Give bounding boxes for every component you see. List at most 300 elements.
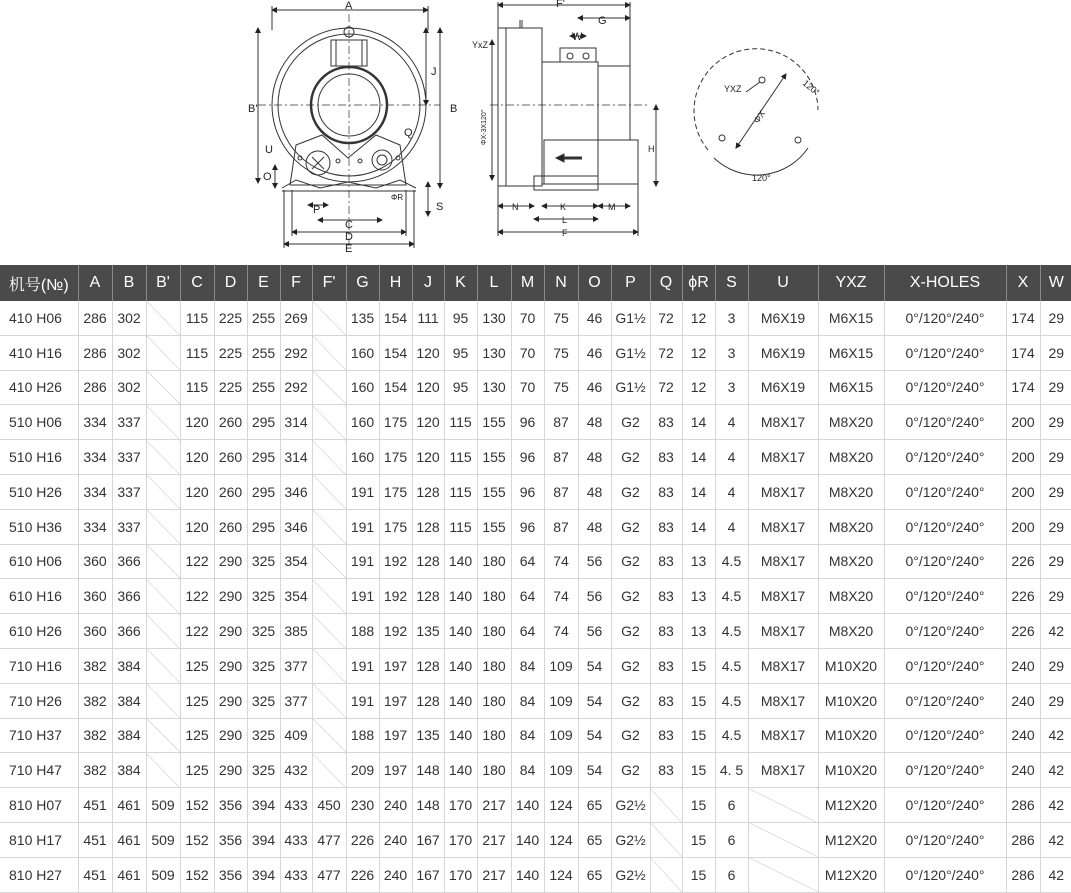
table-cell: 155 bbox=[477, 405, 511, 440]
table-cell: 3 bbox=[715, 301, 748, 335]
table-cell: 152 bbox=[180, 788, 214, 823]
table-cell: 4.5 bbox=[715, 683, 748, 718]
table-cell: 48 bbox=[578, 405, 611, 440]
table-cell: M10X20 bbox=[818, 648, 884, 683]
table-cell bbox=[650, 822, 682, 857]
table-cell: 377 bbox=[280, 648, 312, 683]
table-cell: 124 bbox=[544, 857, 578, 892]
table-cell: 188 bbox=[346, 614, 379, 649]
table-cell: 360 bbox=[78, 614, 112, 649]
table-cell: 240 bbox=[379, 788, 412, 823]
table-cell: 334 bbox=[78, 440, 112, 475]
table-cell: 128 bbox=[412, 544, 444, 579]
table-cell: 286 bbox=[1006, 857, 1040, 892]
column-header: F bbox=[280, 265, 312, 301]
table-cell: 0°/120°/240° bbox=[884, 648, 1006, 683]
table-cell: 217 bbox=[477, 857, 511, 892]
table-cell: 286 bbox=[1006, 822, 1040, 857]
table-cell: 226 bbox=[346, 857, 379, 892]
table-cell: 115 bbox=[444, 440, 477, 475]
table-cell: 200 bbox=[1006, 474, 1040, 509]
column-header: X-HOLES bbox=[884, 265, 1006, 301]
label-Q: Q bbox=[404, 127, 413, 139]
table-cell: M10X20 bbox=[818, 683, 884, 718]
column-header: W bbox=[1040, 265, 1071, 301]
table-cell: 0°/120°/240° bbox=[884, 474, 1006, 509]
table-cell: 29 bbox=[1040, 648, 1071, 683]
table-cell: 29 bbox=[1040, 405, 1071, 440]
table-cell: 15 bbox=[682, 788, 715, 823]
table-cell: M8X17 bbox=[748, 474, 818, 509]
table-cell: M6X19 bbox=[748, 301, 818, 335]
table-cell bbox=[146, 579, 180, 614]
table-cell: 152 bbox=[180, 857, 214, 892]
table-cell: 290 bbox=[214, 683, 247, 718]
table-cell: 394 bbox=[247, 788, 280, 823]
table-cell: 125 bbox=[180, 718, 214, 753]
table-cell: 477 bbox=[312, 822, 346, 857]
table-cell: 115 bbox=[180, 335, 214, 370]
table-cell: 366 bbox=[112, 579, 146, 614]
table-cell: 42 bbox=[1040, 857, 1071, 892]
column-header: A bbox=[78, 265, 112, 301]
table-cell: 191 bbox=[346, 544, 379, 579]
label-F: F bbox=[562, 228, 568, 238]
table-cell: M6X19 bbox=[748, 370, 818, 405]
table-cell: 135 bbox=[412, 718, 444, 753]
table-cell: 29 bbox=[1040, 544, 1071, 579]
table-cell: 197 bbox=[379, 648, 412, 683]
label-phiR: ΦR bbox=[391, 193, 404, 202]
table-cell: M8X17 bbox=[748, 440, 818, 475]
table-cell: 120 bbox=[412, 370, 444, 405]
table-cell: 290 bbox=[214, 579, 247, 614]
table-cell: 200 bbox=[1006, 440, 1040, 475]
table-cell: 154 bbox=[379, 301, 412, 335]
table-cell: 174 bbox=[1006, 370, 1040, 405]
table-cell: 87 bbox=[544, 509, 578, 544]
column-header: N bbox=[544, 265, 578, 301]
table-cell: 83 bbox=[650, 683, 682, 718]
table-cell: M10X20 bbox=[818, 753, 884, 788]
table-cell: 54 bbox=[578, 718, 611, 753]
table-cell: 170 bbox=[444, 822, 477, 857]
table-cell: 128 bbox=[412, 474, 444, 509]
table-row bbox=[0, 683, 1071, 718]
table-cell: 461 bbox=[112, 857, 146, 892]
table-cell: 120 bbox=[180, 440, 214, 475]
table-cell: 354 bbox=[280, 544, 312, 579]
table-cell: M8X20 bbox=[818, 405, 884, 440]
table-cell: 96 bbox=[511, 474, 544, 509]
table-cell: 140 bbox=[511, 857, 544, 892]
table-cell: 42 bbox=[1040, 753, 1071, 788]
table-cell: 167 bbox=[412, 822, 444, 857]
model-cell: 610 H16 bbox=[0, 579, 78, 614]
model-cell: 410 H16 bbox=[0, 335, 78, 370]
table-cell: 188 bbox=[346, 718, 379, 753]
label-N: N bbox=[512, 202, 519, 212]
table-cell: 0°/120°/240° bbox=[884, 509, 1006, 544]
label-YXZ: YXZ bbox=[724, 84, 742, 94]
table-cell: 255 bbox=[247, 335, 280, 370]
table-cell: 83 bbox=[650, 648, 682, 683]
table-cell: 384 bbox=[112, 753, 146, 788]
table-cell: 115 bbox=[180, 301, 214, 335]
label-C: C bbox=[345, 219, 353, 231]
table-cell: 461 bbox=[112, 788, 146, 823]
table-cell: 15 bbox=[682, 753, 715, 788]
column-header: Q bbox=[650, 265, 682, 301]
model-cell: 710 H47 bbox=[0, 753, 78, 788]
table-cell: 394 bbox=[247, 857, 280, 892]
table-cell: 286 bbox=[78, 370, 112, 405]
table-cell: 180 bbox=[477, 648, 511, 683]
table-cell: 451 bbox=[78, 857, 112, 892]
model-cell: 610 H26 bbox=[0, 614, 78, 649]
table-cell: 64 bbox=[511, 614, 544, 649]
model-cell: 510 H36 bbox=[0, 509, 78, 544]
table-cell bbox=[146, 648, 180, 683]
table-cell: 302 bbox=[112, 335, 146, 370]
table-cell: 84 bbox=[511, 683, 544, 718]
column-header: O bbox=[578, 265, 611, 301]
table-cell: M10X20 bbox=[818, 718, 884, 753]
label-B-prime: B' bbox=[248, 103, 258, 115]
table-cell bbox=[650, 788, 682, 823]
table-cell: 120 bbox=[180, 405, 214, 440]
table-cell: 95 bbox=[444, 370, 477, 405]
table-cell: 29 bbox=[1040, 474, 1071, 509]
table-cell: 240 bbox=[1006, 648, 1040, 683]
table-cell bbox=[146, 474, 180, 509]
table-cell: 295 bbox=[247, 405, 280, 440]
table-cell: 124 bbox=[544, 822, 578, 857]
front-view-drawing bbox=[258, 6, 440, 248]
table-cell: 64 bbox=[511, 579, 544, 614]
table-cell bbox=[312, 614, 346, 649]
table-cell: 6 bbox=[715, 822, 748, 857]
column-header: M bbox=[511, 265, 544, 301]
table-cell: 95 bbox=[444, 335, 477, 370]
table-cell: 54 bbox=[578, 753, 611, 788]
table-cell: 56 bbox=[578, 614, 611, 649]
column-header: 机号(№) bbox=[0, 265, 78, 301]
table-cell: 290 bbox=[214, 614, 247, 649]
label-L: L bbox=[562, 215, 568, 225]
table-cell: 160 bbox=[346, 440, 379, 475]
model-cell: 710 H37 bbox=[0, 718, 78, 753]
table-row bbox=[0, 718, 1071, 753]
table-cell bbox=[312, 440, 346, 475]
model-cell: 810 H17 bbox=[0, 822, 78, 857]
table-cell: 384 bbox=[112, 718, 146, 753]
table-cell: 29 bbox=[1040, 683, 1071, 718]
table-cell: 14 bbox=[682, 405, 715, 440]
table-cell: 72 bbox=[650, 301, 682, 335]
table-cell: G2½ bbox=[611, 857, 650, 892]
table-cell: 14 bbox=[682, 509, 715, 544]
table-cell: 148 bbox=[412, 753, 444, 788]
column-header: H bbox=[379, 265, 412, 301]
table-cell: G1½ bbox=[611, 370, 650, 405]
table-cell: 160 bbox=[346, 335, 379, 370]
table-cell: 109 bbox=[544, 648, 578, 683]
table-cell: 290 bbox=[214, 753, 247, 788]
table-cell bbox=[312, 405, 346, 440]
table-cell: 42 bbox=[1040, 718, 1071, 753]
table-cell: 155 bbox=[477, 440, 511, 475]
table-cell: 334 bbox=[78, 474, 112, 509]
column-header: L bbox=[477, 265, 511, 301]
table-cell: 0°/120°/240° bbox=[884, 857, 1006, 892]
table-cell: 292 bbox=[280, 370, 312, 405]
table-cell bbox=[312, 301, 346, 335]
table-cell: M8X17 bbox=[748, 683, 818, 718]
table-cell: 170 bbox=[444, 857, 477, 892]
table-cell bbox=[146, 614, 180, 649]
table-cell: 75 bbox=[544, 301, 578, 335]
table-cell bbox=[146, 440, 180, 475]
column-header: J bbox=[412, 265, 444, 301]
label-H: H bbox=[648, 144, 655, 154]
table-row bbox=[0, 474, 1071, 509]
table-cell: 46 bbox=[578, 370, 611, 405]
table-cell: M8X17 bbox=[748, 544, 818, 579]
table-cell bbox=[748, 857, 818, 892]
table-cell: 240 bbox=[1006, 683, 1040, 718]
table-cell: 42 bbox=[1040, 614, 1071, 649]
table-cell: 4 bbox=[715, 405, 748, 440]
table-cell: 140 bbox=[444, 683, 477, 718]
table-cell: 174 bbox=[1006, 335, 1040, 370]
table-cell: 95 bbox=[444, 301, 477, 335]
table-cell bbox=[312, 753, 346, 788]
table-cell: 155 bbox=[477, 474, 511, 509]
table-cell: 65 bbox=[578, 788, 611, 823]
table-cell: 29 bbox=[1040, 370, 1071, 405]
table-cell: 83 bbox=[650, 753, 682, 788]
model-cell: 510 H06 bbox=[0, 405, 78, 440]
table-cell bbox=[146, 753, 180, 788]
table-row bbox=[0, 753, 1071, 788]
table-cell: 180 bbox=[477, 544, 511, 579]
table-cell: 394 bbox=[247, 822, 280, 857]
table-cell: M8X17 bbox=[748, 648, 818, 683]
table-cell: 6 bbox=[715, 857, 748, 892]
table-cell: 140 bbox=[511, 822, 544, 857]
table-cell: 0°/120°/240° bbox=[884, 579, 1006, 614]
table-cell: 354 bbox=[280, 579, 312, 614]
table-body bbox=[0, 301, 1071, 892]
table-cell: 346 bbox=[280, 474, 312, 509]
table-cell: M8X17 bbox=[748, 405, 818, 440]
table-cell: 135 bbox=[346, 301, 379, 335]
table-cell: 148 bbox=[412, 788, 444, 823]
column-header: E bbox=[247, 265, 280, 301]
table-cell: 125 bbox=[180, 753, 214, 788]
table-row bbox=[0, 370, 1071, 405]
table-cell: 140 bbox=[444, 544, 477, 579]
label-U: U bbox=[265, 144, 273, 156]
table-cell: 83 bbox=[650, 579, 682, 614]
table-cell: 42 bbox=[1040, 822, 1071, 857]
table-cell: M8X17 bbox=[748, 614, 818, 649]
table-cell: 130 bbox=[477, 335, 511, 370]
table-cell: 226 bbox=[346, 822, 379, 857]
table-cell: 356 bbox=[214, 822, 247, 857]
table-cell: 12 bbox=[682, 370, 715, 405]
table-cell: 230 bbox=[346, 788, 379, 823]
table-cell: 56 bbox=[578, 544, 611, 579]
table-cell: 180 bbox=[477, 579, 511, 614]
table-cell bbox=[748, 822, 818, 857]
table-cell: G2 bbox=[611, 405, 650, 440]
table-cell: G2 bbox=[611, 509, 650, 544]
table-cell: 12 bbox=[682, 335, 715, 370]
table-cell: 120 bbox=[412, 440, 444, 475]
table-cell: 120 bbox=[412, 405, 444, 440]
table-cell: 385 bbox=[280, 614, 312, 649]
table-cell: M8X17 bbox=[748, 753, 818, 788]
table-cell: 15 bbox=[682, 857, 715, 892]
table-cell: M6X15 bbox=[818, 335, 884, 370]
table-cell bbox=[312, 474, 346, 509]
table-cell: 14 bbox=[682, 440, 715, 475]
table-cell: M8X17 bbox=[748, 579, 818, 614]
table-cell: M8X20 bbox=[818, 474, 884, 509]
table-cell: M12X20 bbox=[818, 822, 884, 857]
table-cell: G2 bbox=[611, 683, 650, 718]
table-cell: 292 bbox=[280, 335, 312, 370]
table-cell: 0°/120°/240° bbox=[884, 301, 1006, 335]
table-cell: 109 bbox=[544, 718, 578, 753]
table-cell: M8X20 bbox=[818, 544, 884, 579]
table-cell: 325 bbox=[247, 718, 280, 753]
table-cell: 46 bbox=[578, 335, 611, 370]
table-cell: 83 bbox=[650, 544, 682, 579]
table-cell: 269 bbox=[280, 301, 312, 335]
table-cell: 337 bbox=[112, 509, 146, 544]
table-cell: 382 bbox=[78, 648, 112, 683]
table-cell: 109 bbox=[544, 683, 578, 718]
model-cell: 610 H06 bbox=[0, 544, 78, 579]
table-cell: 72 bbox=[650, 335, 682, 370]
table-cell: 140 bbox=[444, 753, 477, 788]
table-cell: 83 bbox=[650, 405, 682, 440]
label-K: K bbox=[560, 202, 567, 212]
model-cell: 810 H27 bbox=[0, 857, 78, 892]
table-cell: 255 bbox=[247, 370, 280, 405]
table-cell: 197 bbox=[379, 753, 412, 788]
table-cell: 122 bbox=[180, 614, 214, 649]
table-cell: G2 bbox=[611, 648, 650, 683]
table-cell: 160 bbox=[346, 405, 379, 440]
column-header: YXZ bbox=[818, 265, 884, 301]
table-cell: 356 bbox=[214, 788, 247, 823]
table-cell: 337 bbox=[112, 474, 146, 509]
table-cell: 240 bbox=[379, 857, 412, 892]
table-cell: G2 bbox=[611, 544, 650, 579]
table-cell: 4.5 bbox=[715, 648, 748, 683]
table-cell: 0°/120°/240° bbox=[884, 718, 1006, 753]
table-cell: 360 bbox=[78, 579, 112, 614]
table-cell: 191 bbox=[346, 509, 379, 544]
table-cell: 175 bbox=[379, 440, 412, 475]
table-cell: 461 bbox=[112, 822, 146, 857]
table-cell: 337 bbox=[112, 405, 146, 440]
table-cell: 122 bbox=[180, 579, 214, 614]
table-cell: 191 bbox=[346, 474, 379, 509]
table-cell: 384 bbox=[112, 648, 146, 683]
column-header: D bbox=[214, 265, 247, 301]
table-cell: 180 bbox=[477, 683, 511, 718]
table-cell: 0°/120°/240° bbox=[884, 440, 1006, 475]
table-cell: 4.5 bbox=[715, 614, 748, 649]
column-header: U bbox=[748, 265, 818, 301]
table-row bbox=[0, 614, 1071, 649]
table-cell: 409 bbox=[280, 718, 312, 753]
table-row bbox=[0, 544, 1071, 579]
table-cell: 226 bbox=[1006, 614, 1040, 649]
table-cell: 64 bbox=[511, 544, 544, 579]
table-cell: 509 bbox=[146, 788, 180, 823]
table-cell: 366 bbox=[112, 544, 146, 579]
table-cell: 15 bbox=[682, 822, 715, 857]
table-cell: 56 bbox=[578, 579, 611, 614]
table-cell: 13 bbox=[682, 579, 715, 614]
table-cell: 125 bbox=[180, 648, 214, 683]
table-cell: 29 bbox=[1040, 509, 1071, 544]
table-cell: 84 bbox=[511, 718, 544, 753]
table-cell: 0°/120°/240° bbox=[884, 788, 1006, 823]
table-cell: 295 bbox=[247, 474, 280, 509]
table-cell: 240 bbox=[1006, 718, 1040, 753]
model-cell: 710 H16 bbox=[0, 648, 78, 683]
table-cell: 191 bbox=[346, 683, 379, 718]
table-cell: 154 bbox=[379, 335, 412, 370]
table-cell: 360 bbox=[78, 544, 112, 579]
table-cell: 120 bbox=[180, 474, 214, 509]
table-cell: 302 bbox=[112, 370, 146, 405]
table-cell: 334 bbox=[78, 509, 112, 544]
table-cell: G1½ bbox=[611, 301, 650, 335]
table-cell: 382 bbox=[78, 718, 112, 753]
table-cell bbox=[146, 405, 180, 440]
table-cell: 140 bbox=[511, 788, 544, 823]
table-cell bbox=[146, 335, 180, 370]
table-cell: 130 bbox=[477, 370, 511, 405]
table-cell: 170 bbox=[444, 788, 477, 823]
table-cell: 160 bbox=[346, 370, 379, 405]
table-cell: 509 bbox=[146, 822, 180, 857]
table-cell: 225 bbox=[214, 301, 247, 335]
table-cell: 83 bbox=[650, 440, 682, 475]
table-cell: M6X19 bbox=[748, 335, 818, 370]
table-cell: 286 bbox=[1006, 788, 1040, 823]
table-cell: G2 bbox=[611, 753, 650, 788]
table-cell: 140 bbox=[444, 648, 477, 683]
table-cell bbox=[650, 857, 682, 892]
table-cell: 295 bbox=[247, 440, 280, 475]
column-header: ϕR bbox=[682, 265, 715, 301]
table-cell: 83 bbox=[650, 474, 682, 509]
table-cell: 451 bbox=[78, 788, 112, 823]
table-cell: 46 bbox=[578, 301, 611, 335]
table-cell: G1½ bbox=[611, 335, 650, 370]
table-cell bbox=[146, 683, 180, 718]
table-cell bbox=[146, 370, 180, 405]
